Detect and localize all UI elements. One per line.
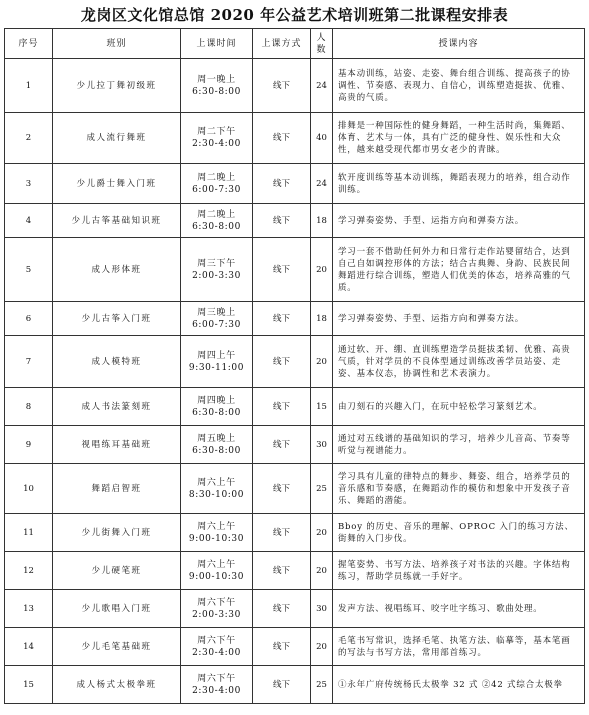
row-time-day: 周四晚上 — [197, 395, 236, 406]
row-no: 3 — [5, 164, 53, 204]
header-content: 授课内容 — [333, 29, 585, 59]
row-mode: 线下 — [253, 302, 311, 336]
row-time — [181, 552, 253, 590]
row-mode: 线下 — [253, 426, 311, 464]
document-title: 龙岗区文化馆总馆 2020 年公益艺术培训班第二批课程安排表 — [80, 6, 509, 24]
row-time-day: 周三下午 — [197, 258, 236, 269]
row-time-range: 9:00-10:30 — [188, 571, 245, 582]
row-no: 11 — [5, 514, 53, 552]
row-mode: 线下 — [253, 113, 311, 164]
row-content: 发声方法、视唱练耳、咬字吐字练习、歌曲处理。 — [333, 590, 585, 628]
row-class: 成人形体班 — [53, 238, 181, 302]
row-no: 2 — [5, 113, 53, 164]
row-mode: 线下 — [253, 514, 311, 552]
table-row — [5, 113, 585, 164]
row-time — [181, 464, 253, 514]
row-class: 成人流行舞班 — [53, 113, 181, 164]
table-row — [5, 552, 585, 590]
row-content: 学习弹奏姿势、手型、运指方向和弹奏方法。 — [333, 204, 585, 238]
row-time-range: 9:30-11:00 — [188, 362, 245, 373]
row-content: 毛笔书写常识，选择毛笔、执笔方法、临摹等，基本笔画的写法与书写方法，常用部首练习。 — [333, 628, 585, 666]
row-no: 7 — [5, 336, 53, 388]
table-row — [5, 628, 585, 666]
row-count: 24 — [311, 59, 333, 113]
table-row — [5, 666, 585, 704]
row-no: 4 — [5, 204, 53, 238]
row-count: 20 — [311, 628, 333, 666]
row-class: 成人模特班 — [53, 336, 181, 388]
row-time-day: 周六下午 — [197, 635, 236, 646]
row-no: 9 — [5, 426, 53, 464]
row-class: 少儿硬笔班 — [53, 552, 181, 590]
row-time-day: 周六上午 — [197, 559, 236, 570]
header-mode: 上课方式 — [253, 29, 311, 59]
row-time-range: 8:30-10:00 — [188, 489, 245, 500]
row-mode: 线下 — [253, 590, 311, 628]
row-mode: 线下 — [253, 628, 311, 666]
row-class: 舞蹈启智班 — [53, 464, 181, 514]
row-no: 10 — [5, 464, 53, 514]
row-no: 1 — [5, 59, 53, 113]
row-count: 20 — [311, 552, 333, 590]
row-no: 13 — [5, 590, 53, 628]
row-time-range: 6:30-8:00 — [192, 86, 241, 97]
row-count: 24 — [311, 164, 333, 204]
row-time — [181, 238, 253, 302]
row-time-day: 周五晚上 — [197, 433, 236, 444]
schedule-table — [4, 28, 585, 704]
row-content: 握笔姿势、书写方法、培养孩子对书法的兴趣。字体结构练习，帮助学员练就一手好字。 — [333, 552, 585, 590]
row-content: Bboy 的历史、音乐的理解、OPROC 入门的练习方法、街舞的入门步伐。 — [333, 514, 585, 552]
row-mode: 线下 — [253, 238, 311, 302]
row-content: 排舞是一种国际性的健身舞蹈，一种生活时尚，集舞蹈、体育、艺术与一体，具有广泛的健身性、娱乐性和大众性，越来越受现代都市男女老少的青睐。 — [333, 113, 585, 164]
row-count: 25 — [311, 666, 333, 704]
row-time-range: 6:00-7:30 — [192, 319, 241, 330]
row-time-day: 周一晚上 — [197, 74, 236, 85]
table-row — [5, 464, 585, 514]
row-class: 少儿歌唱入门班 — [53, 590, 181, 628]
row-no: 6 — [5, 302, 53, 336]
row-time-day: 周六上午 — [197, 521, 236, 532]
row-time — [181, 336, 253, 388]
row-class: 成人杨式太极拳班 — [53, 666, 181, 704]
row-count: 18 — [311, 302, 333, 336]
table-row — [5, 514, 585, 552]
row-mode: 线下 — [253, 464, 311, 514]
row-content: ①永年广府传统杨氏太极拳 32 式 ②42 式综合太极拳 — [333, 666, 585, 704]
row-count: 15 — [311, 388, 333, 426]
row-time-range: 2:00-3:30 — [192, 270, 241, 281]
row-mode: 线下 — [253, 164, 311, 204]
row-count: 30 — [311, 590, 333, 628]
row-time — [181, 302, 253, 336]
table-row — [5, 336, 585, 388]
row-mode: 线下 — [253, 388, 311, 426]
row-count: 20 — [311, 336, 333, 388]
row-content: 学习弹奏姿势、手型、运指方向和弹奏方法。 — [333, 302, 585, 336]
row-time — [181, 514, 253, 552]
row-class: 成人书法篆刻班 — [53, 388, 181, 426]
table-row — [5, 590, 585, 628]
table-row — [5, 204, 585, 238]
row-time-day: 周四上午 — [197, 350, 236, 361]
row-time-range: 6:30-8:00 — [192, 407, 241, 418]
row-time — [181, 113, 253, 164]
row-class: 少儿毛笔基础班 — [53, 628, 181, 666]
row-class: 少儿古筝基础知识班 — [53, 204, 181, 238]
row-content: 基本动训练，站姿、走姿、舞台组合训练、提高孩子的协调性、节奏感、表现力、自信心，训练塑造挺拔、优雅、高贵的气质。 — [333, 59, 585, 113]
row-mode: 线下 — [253, 666, 311, 704]
row-time — [181, 388, 253, 426]
row-time-range: 9:00-10:30 — [188, 533, 245, 544]
row-time-day: 周六上午 — [197, 477, 236, 488]
row-count: 18 — [311, 204, 333, 238]
row-time-range: 2:30-4:00 — [192, 685, 241, 696]
row-time-day: 周六下午 — [197, 673, 236, 684]
row-time-range: 2:30-4:00 — [192, 139, 241, 149]
row-no: 8 — [5, 388, 53, 426]
header-no: 序号 — [5, 29, 53, 59]
row-no: 14 — [5, 628, 53, 666]
table-row — [5, 164, 585, 204]
row-time-day: 周二晚上 — [197, 209, 236, 220]
row-time — [181, 590, 253, 628]
row-mode: 线下 — [253, 59, 311, 113]
row-time-day: 周二晚上 — [197, 172, 236, 183]
row-time — [181, 666, 253, 704]
row-count: 25 — [311, 464, 333, 514]
table-row — [5, 302, 585, 336]
row-content: 通过对五线谱的基础知识的学习，培养少儿音高、节奏等听觉与视谱能力。 — [333, 426, 585, 464]
row-time — [181, 59, 253, 113]
header-count: 人数 — [311, 29, 333, 59]
row-no: 15 — [5, 666, 53, 704]
row-time — [181, 204, 253, 238]
row-time — [181, 164, 253, 204]
row-class: 少儿爵士舞入门班 — [53, 164, 181, 204]
row-time-range: 6:30-8:00 — [192, 445, 241, 456]
header-class: 班别 — [53, 29, 181, 59]
row-class: 视唱练耳基础班 — [53, 426, 181, 464]
row-content: 通过软、开、绷、直训练塑造学员挺拔柔韧、优雅、高贵气质，针对学员的不良体型通过训练改善学员站姿、走姿、基本仪态，协调性和艺术表演力。 — [333, 336, 585, 388]
row-class: 少儿古筝入门班 — [53, 302, 181, 336]
row-time-range: 2:00-3:30 — [192, 609, 241, 620]
row-count: 20 — [311, 238, 333, 302]
row-mode: 线下 — [253, 204, 311, 238]
row-content: 由刀刻石的兴趣入门，在玩中轻松学习篆刻艺术。 — [333, 388, 585, 426]
row-mode: 线下 — [253, 552, 311, 590]
row-count: 20 — [311, 514, 333, 552]
row-time — [181, 426, 253, 464]
row-time — [181, 628, 253, 666]
header-time: 上课时间 — [181, 29, 253, 59]
row-class: 少儿拉丁舞初级班 — [53, 59, 181, 113]
table-row — [5, 388, 585, 426]
row-time-range: 6:00-7:30 — [192, 184, 241, 195]
row-time-day: 周三晚上 — [197, 307, 236, 318]
row-no: 5 — [5, 238, 53, 302]
row-content: 学习具有儿童的律特点的舞步、舞姿、组合，培养学员的音乐感和节奏感，在舞蹈动作的模仿和想象中开发孩子音乐、舞蹈的潜能。 — [333, 464, 585, 514]
row-no: 12 — [5, 552, 53, 590]
table-row — [5, 59, 585, 113]
row-time-range: 2:30-4:00 — [192, 647, 241, 658]
row-mode: 线下 — [253, 336, 311, 388]
row-class: 少儿街舞入门班 — [53, 514, 181, 552]
row-content: 软开度训练等基本动训练，舞蹈表现力的培养，组合动作训练。 — [333, 164, 585, 204]
row-time-day: 周二下午 — [197, 127, 236, 137]
row-time-range: 6:30-8:00 — [192, 221, 241, 232]
row-time-day: 周六下午 — [197, 597, 236, 608]
table-row — [5, 426, 585, 464]
row-content: 学习一套不借助任何外力和日常行走作站婴留结合，达到自己自如调控形体的方法；结合古典舞、身韵、民族民间舞蹈进行综合训练，塑造人们优美的体态，培养高雅的气质。 — [333, 238, 585, 302]
table-header-row — [5, 29, 585, 59]
row-count: 40 — [311, 113, 333, 164]
row-count: 30 — [311, 426, 333, 464]
table-row — [5, 238, 585, 302]
